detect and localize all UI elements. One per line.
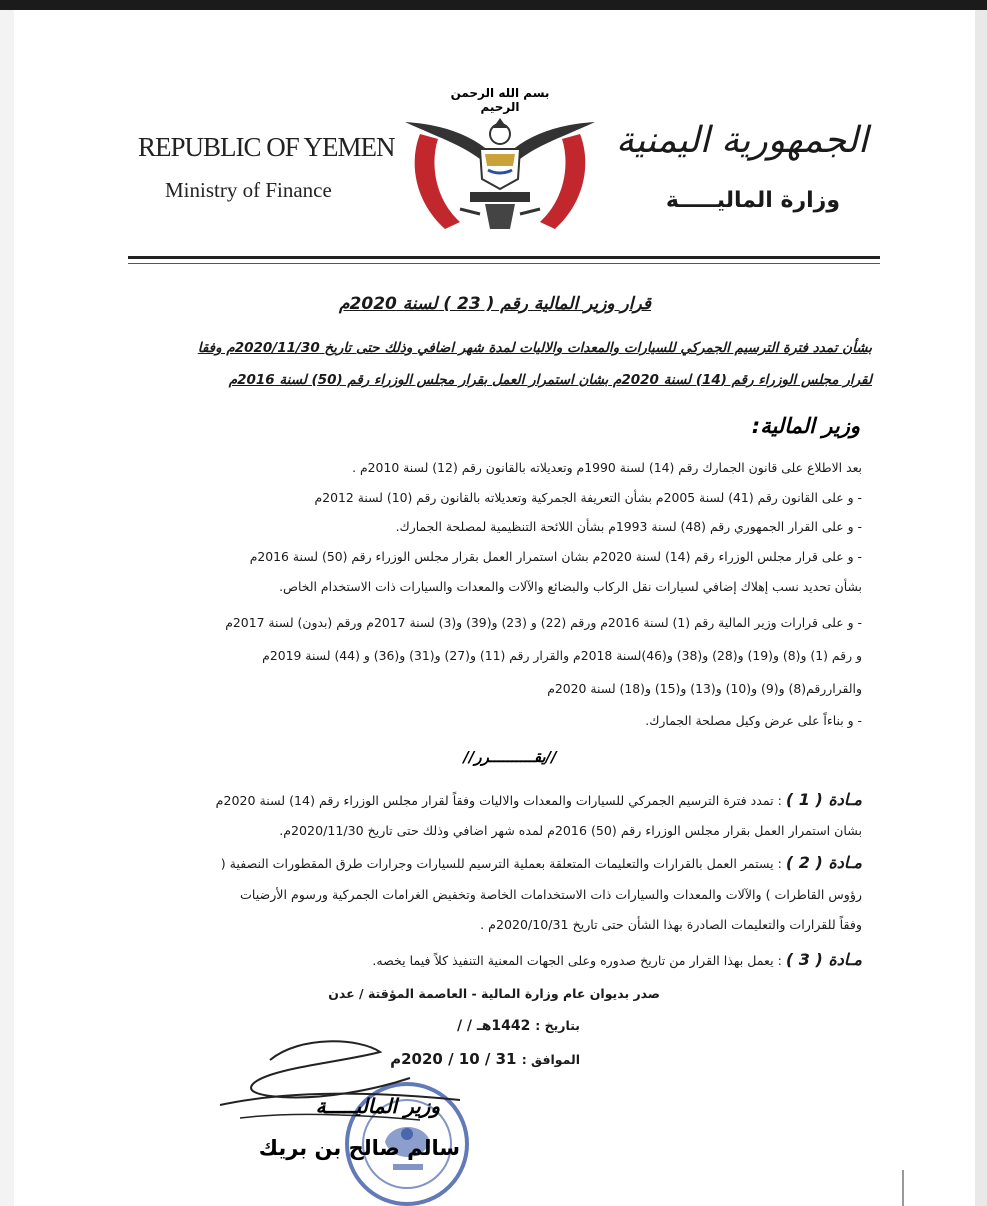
article-2-text: : يستمر العمل بالقرارات والتعليمات المتعلقة بعملية الترسيم للسيارات وجرارات طرق المقطورات النصفية ( xyxy=(220,856,782,871)
article-2-label: مـادة ( 2 ) xyxy=(785,853,862,872)
decision-subject-line-2: لقرار مجلس الوزراء رقم (14) لسنة 2020م بشان استمرار العمل بقرار مجلس الوزراء رقم (50) لسنة 2016م xyxy=(228,372,872,388)
country-name-en: REPUBLIC OF YEMEN xyxy=(138,132,395,162)
article-1-label: مـادة ( 1 ) xyxy=(785,790,862,809)
country-name-ar: الجمهورية اليمنية xyxy=(615,120,868,161)
decision-subject-line-1: بشأن تمدد فترة الترسيم الجمركي للسيارات والمعدات والاليات لمدة شهر اضافي وذلك حتى تاريخ 2020/11/30م وفقا xyxy=(197,340,872,356)
handwritten-signature xyxy=(210,1030,470,1140)
ministry-name-en: Ministry of Finance xyxy=(165,178,332,202)
article-2-line-1 xyxy=(120,853,862,872)
decision-title: قرار وزير المالية رقم ( 23 ) لسنة 2020م xyxy=(339,294,651,314)
article-1-line-1 xyxy=(120,790,862,809)
preamble-line: والقراررقم(8) و(9) و(10) و(13) و(15) و(18) لسنة 2020م xyxy=(547,681,862,696)
preamble-line: - و على القانون رقم (41) لسنة 2005م بشأن التعريفة الجمركية وتعديلاته بالقانون رقم (10) لسنة 2012م xyxy=(314,490,862,505)
hijri-date-value: 1442هـ / / xyxy=(456,1018,531,1034)
issued-at: صدر بديوان عام وزارة المالية - العاصمة المؤقتة / عدن xyxy=(328,986,660,1001)
article-1-line-2: بشان استمرار العمل بقرار مجلس الوزراء رقم (50) 2016م لمده شهر اضافي وذلك حتى تاريخ 2020/11/30م. xyxy=(279,823,862,838)
preamble-line: - و على قرارات وزير المالية رقم (1) لسنة 2016م ورقم (22) و (23) و(39) و(3) لسنة 2017م ورقم (بدون) لسنة 2017م xyxy=(225,615,862,630)
letterhead-divider-thin xyxy=(128,263,880,264)
preamble-line: - و على القرار الجمهوري رقم (48) لسنة 1993م بشأن اللائحة التنظيمية لمصلحة الجمارك. xyxy=(395,519,862,534)
signatory-title: وزير الماليـــــة xyxy=(315,1094,440,1118)
gregorian-date-label: الموافق : xyxy=(521,1052,580,1067)
article-3-line-1 xyxy=(120,950,862,969)
signatory-name: سالم صالح بن بريك xyxy=(258,1136,460,1160)
yemen-emblem-icon xyxy=(400,104,600,244)
preamble-line: بشأن تحديد نسب إهلاك إضافي لسيارات نقل الركاب والبضائع والآلات والمعدات والسيارات ذات الاستخدام الخاص. xyxy=(279,579,862,594)
article-3-text: : يعمل بهذا القرار من تاريخ صدوره وعلى الجهات المعنية التنفيذ كلاً فيما يخصه. xyxy=(372,953,782,968)
top-dark-border xyxy=(0,0,987,10)
gregorian-date-value: 31 / 10 / 2020م xyxy=(390,1050,517,1068)
preamble-line: - و بناءاً على عرض وكيل مصلحة الجمارك. xyxy=(645,713,862,728)
preamble-line: بعد الاطلاع على قانون الجمارك رقم (14) لسنة 1990م وتعديلاته بالقانون رقم (12) لسنة 2010م . xyxy=(352,460,862,475)
minister-heading: وزير المالية: xyxy=(751,414,860,438)
article-1-text: : تمدد فترة الترسيم الجمركي للسيارات والمعدات والاليات وفقاً لقرار مجلس الوزراء رقم (14) لسنة 2020م xyxy=(215,793,782,808)
preamble-line: و رقم (1) و(8) و(19) و(28) و(38) و(46)لسنة 2018م والقرار رقم (11) و(27) و(31) و(36) و (44) لسنة 2019م xyxy=(262,648,862,663)
page-edge-mark xyxy=(902,1170,904,1206)
hijri-date-label: بتاريخ : xyxy=(535,1018,580,1033)
article-2-line-3: وفقاً للقرارات والتعليمات الصادرة بهذا الشأن حتى تاريخ 2020/10/31م . xyxy=(480,917,862,932)
page-right-edge xyxy=(975,10,987,1206)
letterhead-divider xyxy=(128,256,880,259)
bismillah: بسم الله الرحمن الرحيم xyxy=(450,86,550,114)
decides-heading: //يقــــــــــرر// xyxy=(463,748,557,766)
preamble-line: - و على قرار مجلس الوزراء رقم (14) لسنة 2020م بشان استمرار العمل بقرار مجلس الوزراء رقم (50) لسنة 2016م xyxy=(249,549,862,564)
article-3-label: مـادة ( 3 ) xyxy=(785,950,862,969)
article-2-line-2: رؤوس القاطرات ) والآلات والمعدات والسيارات ذات الاستخدامات الخاصة وتخفيض الغرامات الجمركية ورسوم الأرضيات xyxy=(240,887,862,902)
ministry-name-ar: وزارة الماليـــــة xyxy=(665,188,840,213)
